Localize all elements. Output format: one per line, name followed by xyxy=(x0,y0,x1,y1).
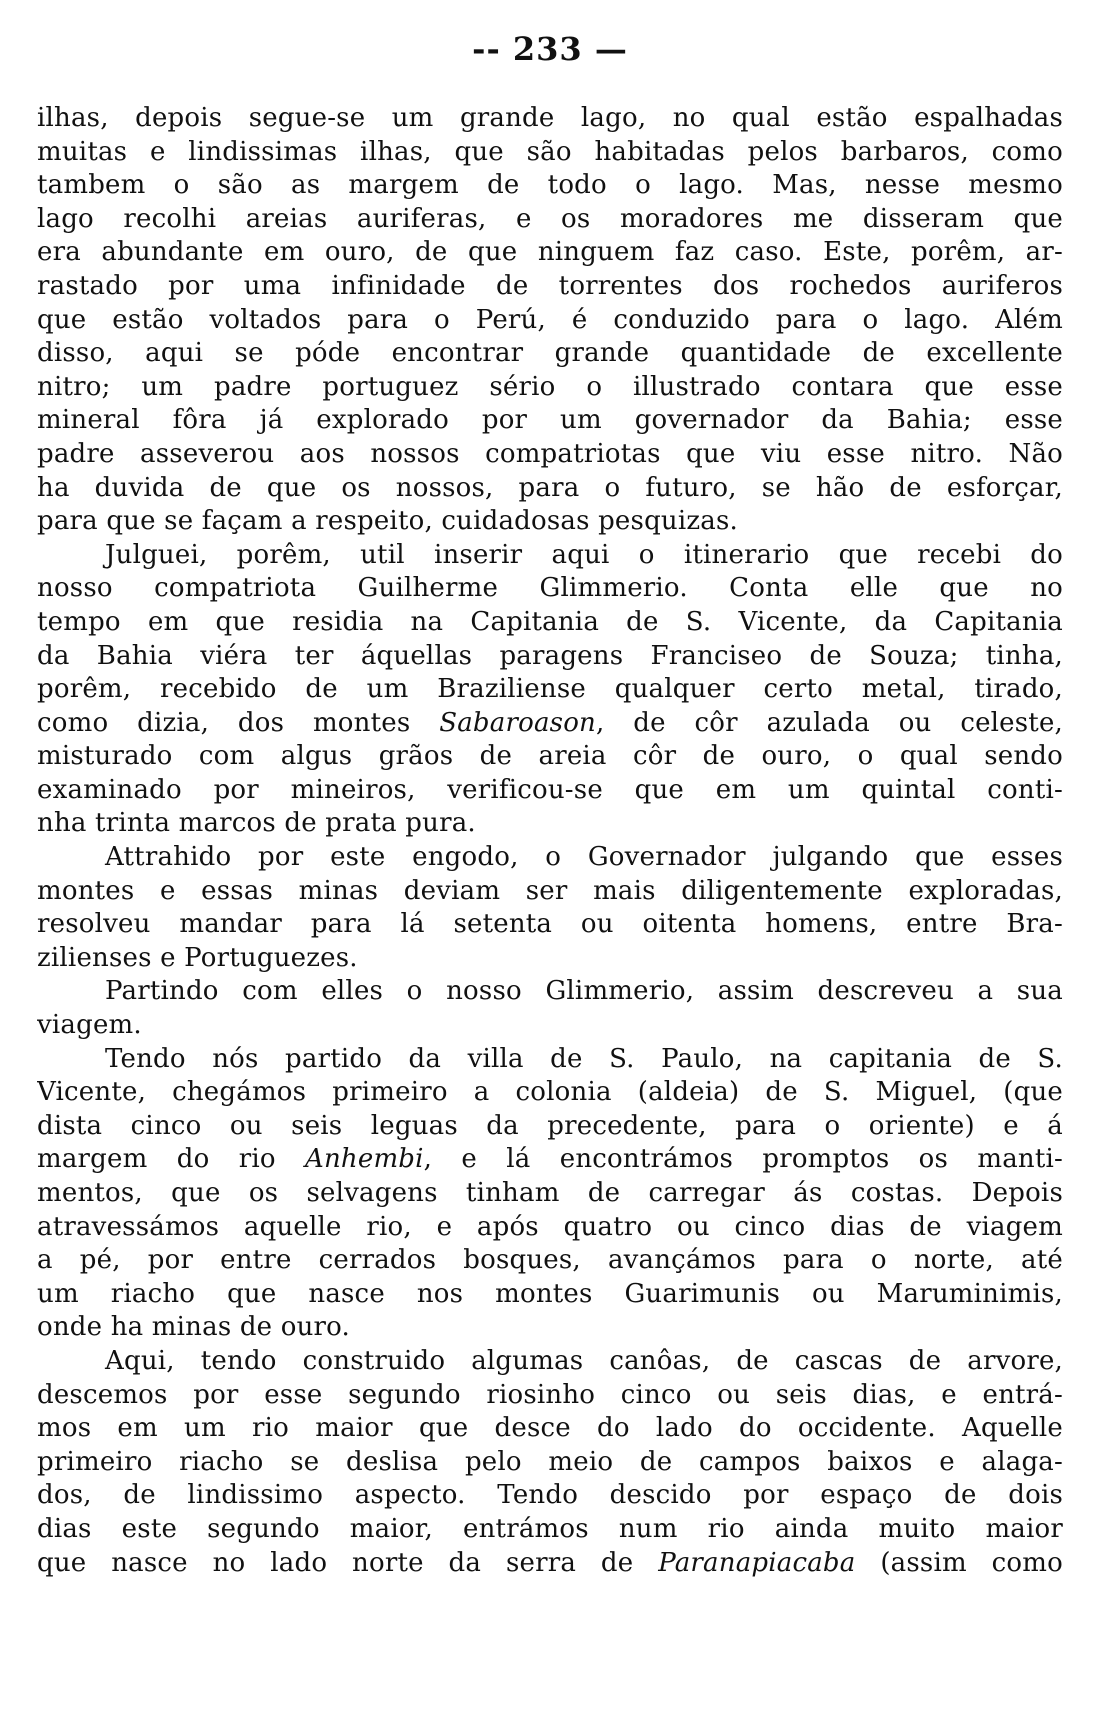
text-segment: que nasce no lado norte da serra de xyxy=(37,1547,634,1578)
text-line: tempo em que residia na Capitania de S. Vicente, da Capitania xyxy=(37,606,1063,637)
text-line: Julguei, porêm, util inserir aqui o itinerario que recebi do xyxy=(105,539,1063,570)
text-line: primeiro riacho se deslisa pelo meio de campos baixos e alaga- xyxy=(37,1446,1063,1477)
text-line: a pé, por entre cerrados bosques, avançámos para o norte, até xyxy=(37,1245,1063,1276)
text-segment: como dizia, dos montes xyxy=(37,707,411,738)
text-line: nha trinta marcos de prata pura. xyxy=(37,808,476,839)
text-line-with-italic xyxy=(37,707,1063,741)
text-line: rastado por uma infinidade de torrentes dos rochedos auriferos xyxy=(37,270,1063,301)
text-line: ha duvida de que os nossos, para o futuro, se hão de esforçar, xyxy=(37,472,1063,503)
text-line: da Bahia viéra ter áquellas paragens Franciseo de Souza; tinha, xyxy=(37,640,1063,671)
text-line: disso, aqui se póde encontrar grande quantidade de excellente xyxy=(37,338,1063,369)
text-segment: , e lá encontrámos promptos os manti- xyxy=(423,1144,1063,1175)
text-line: mos em um rio maior que desce do lado do occidente. Aquelle xyxy=(37,1413,1063,1444)
text-line-with-italic xyxy=(37,1143,1063,1177)
text-line: mentos, que os selvagens tinham de carregar ás costas. Depois xyxy=(37,1178,1063,1208)
text-line: viagem. xyxy=(37,1010,142,1041)
text-line: lago recolhi areias auriferas, e os moradores me disseram que xyxy=(37,203,1063,234)
text-line: resolveu mandar para lá setenta ou oitenta homens, entre Bra- xyxy=(37,909,1063,940)
text-line: dias este segundo maior, entrámos num rio ainda muito maior xyxy=(37,1513,1063,1544)
text-line: ilhas, depois segue-se um grande lago, no qual estão espalhadas xyxy=(37,103,1063,133)
text-line: Tendo nós partido da villa de S. Paulo, na capitania de S. xyxy=(105,1043,1063,1074)
text-line-with-italic xyxy=(37,1547,1063,1581)
text-segment: , de côr azulada ou celeste, xyxy=(596,707,1063,738)
text-line: que estão voltados para o Perú, é conduzido para o lago. Além xyxy=(37,304,1063,335)
text-line: nosso compatriota Guilherme Glimmerio. Conta elle que no xyxy=(37,573,1063,604)
text-line: dos, de lindissimo aspecto. Tendo descido por espaço de dois xyxy=(37,1480,1063,1511)
text-line: misturado com algus grãos de areia côr de ouro, o qual sendo xyxy=(37,741,1063,772)
text-line: Partindo com elles o nosso Glimmerio, assim descreveu a sua xyxy=(105,976,1063,1007)
text-line: montes e essas minas deviam ser mais diligentemente exploradas, xyxy=(37,875,1063,906)
italic-mountain-name: Paranapiacaba xyxy=(658,1547,856,1578)
text-line: tambem o são as margem de todo o lago. Mas, nesse mesmo xyxy=(37,170,1063,201)
italic-river-name: Anhembi xyxy=(305,1144,424,1175)
text-line: examinado por mineiros, verificou-se que em um quintal conti- xyxy=(37,774,1063,805)
page-number: -- 233 — xyxy=(472,30,628,68)
italic-place-name: Sabaroason xyxy=(439,707,596,738)
body-text xyxy=(37,102,1063,1580)
text-line: dista cinco ou seis leguas da precedente, para o oriente) e á xyxy=(37,1110,1063,1141)
text-line: era abundante em ouro, de que ninguem faz caso. Este, porêm, ar- xyxy=(37,237,1063,268)
text-line: um riacho que nasce nos montes Guarimunis ou Maruminimis, xyxy=(37,1278,1063,1309)
text-line: Vicente, chegámos primeiro a colonia (aldeia) de S. Miguel, (que xyxy=(37,1077,1063,1108)
text-line: mineral fôra já explorado por um governador da Bahia; esse xyxy=(37,405,1063,436)
text-line: porêm, recebido de um Braziliense qualquer certo metal, tirado, xyxy=(37,674,1063,705)
text-segment: margem do rio xyxy=(37,1144,276,1175)
text-line: Aqui, tendo construido algumas canôas, de cascas de arvore, xyxy=(105,1345,1063,1376)
text-line: zilienses e Portuguezes. xyxy=(37,942,358,973)
text-line: muitas e lindissimas ilhas, que são habitadas pelos barbaros, como xyxy=(37,136,1063,167)
text-line: para que se façam a respeito, cuidadosas pesquizas. xyxy=(37,506,738,537)
text-line: atravessámos aquelle rio, e após quatro ou cinco dias de viagem xyxy=(37,1211,1063,1242)
text-line: nitro; um padre portuguez sério o illustrado contara que esse xyxy=(37,371,1063,402)
text-line: onde ha minas de ouro. xyxy=(37,1312,351,1343)
text-line: Attrahido por este engodo, o Governador julgando que esses xyxy=(105,842,1063,873)
text-line: descemos por esse segundo riosinho cinco ou seis dias, e entrá- xyxy=(37,1379,1063,1410)
text-segment: (assim como xyxy=(855,1547,1063,1578)
text-line: padre asseverou aos nossos compatriotas que viu esse nitro. Não xyxy=(37,438,1063,469)
